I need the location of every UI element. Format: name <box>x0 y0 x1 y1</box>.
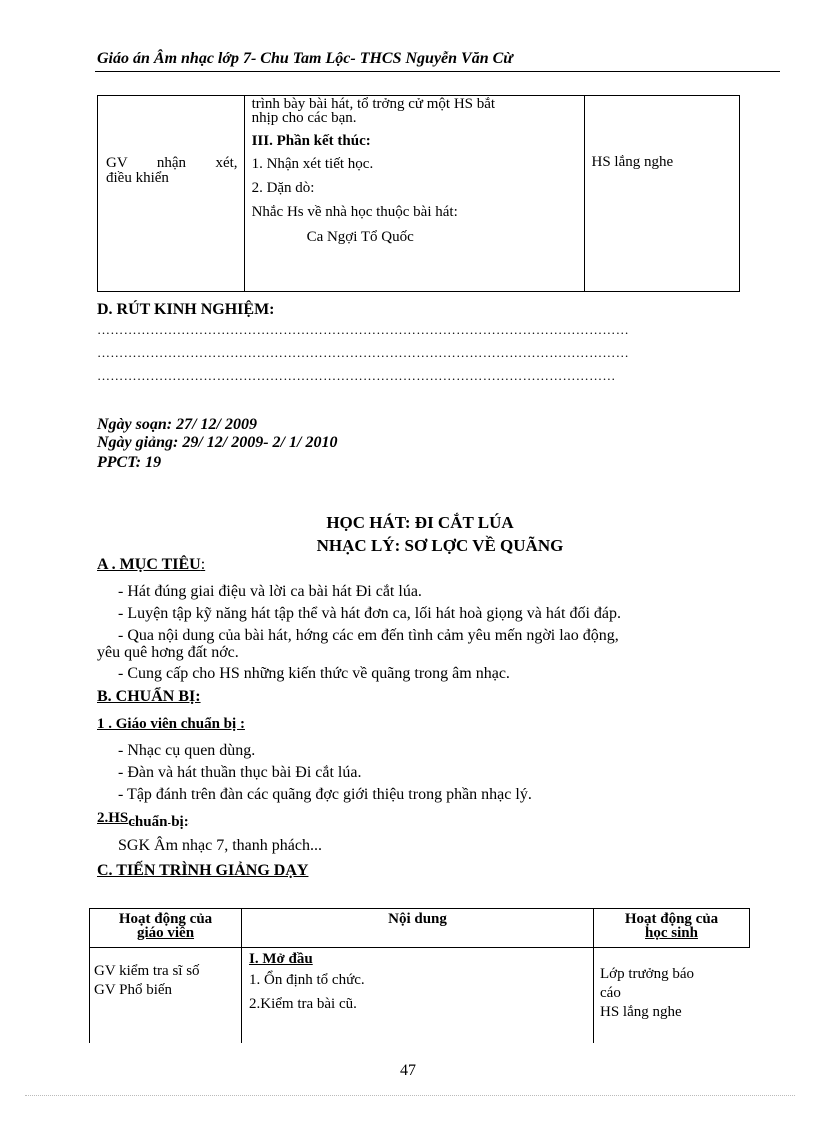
teacher-prep-item: - Tập đánh trên đàn các quãng đợc giới thiệu trong phần nhạc lý. <box>118 786 532 803</box>
section-b1-title: 1 . Giáo viên chuẩn bị : <box>97 716 245 732</box>
header-content <box>242 909 594 948</box>
teacher-activity-line: GV nhận xét, <box>106 155 238 171</box>
content-line: Nhắc Hs về nhà học thuộc bài hát: <box>251 204 458 220</box>
section-a-title <box>97 556 205 574</box>
teacher-activity-cell <box>98 96 245 292</box>
table-header-row <box>90 909 750 948</box>
teacher-activity-line: GV Phổ biến <box>94 982 173 998</box>
student-prep-item: SGK Âm nhạc 7, thanh phách... <box>118 837 322 854</box>
preparation-date <box>97 416 257 434</box>
content-cell <box>244 96 584 292</box>
lesson-title-2: NHẠC LÝ: SƠ LỢC VỀ QUÃNG <box>316 536 564 555</box>
objective-item: - Cung cấp cho HS những kiến thức về quãng trong âm nhạc. <box>118 665 510 682</box>
student-activity-line: cáo <box>600 985 621 1001</box>
ppct-label: PPCT: <box>97 454 142 471</box>
content-line: trình bày bài hát, tổ trởng cử một HS bắt <box>251 96 496 112</box>
section-a-colon: : <box>200 556 206 573</box>
objective-item: - Qua nội dung của bài hát, hớng các em đến tình cảm yêu mến ngời lao động, <box>118 627 619 644</box>
section-d-title: D. RÚT KINH NGHIỆM: <box>97 301 275 318</box>
student-activity-cell <box>584 96 740 292</box>
table-row <box>90 948 750 1044</box>
content-line: 1. Nhận xét tiết học. <box>251 156 374 172</box>
objective-item: - Luyện tập kỹ năng hát tập thể và hát đơn ca, lối hát hoà giọng và hát đối đáp. <box>118 605 621 622</box>
student-activity-text: HS lắng nghe <box>591 154 674 170</box>
content-heading: III. Phần kết thúc: <box>251 133 371 149</box>
date-label: Ngày giảng: <box>97 434 179 451</box>
section-b-title: B. CHUẨN BỊ: <box>97 688 201 705</box>
content-line: 2. Dặn dò: <box>251 180 315 196</box>
content-text <box>242 948 593 1016</box>
section-b2-number: 2.HS <box>97 810 129 826</box>
page-number: 47 <box>400 1062 416 1079</box>
song-title: Ca Ngợi Tổ Quốc <box>306 229 414 245</box>
dotted-line: ………………………………………………………………………………………………………… <box>97 322 629 337</box>
date-value: 29/ 12/ 2009- 2/ 1/ 2010 <box>182 434 338 451</box>
student-activity-text <box>594 948 750 1022</box>
header-text: Nội dung <box>388 911 447 927</box>
section-c-title: C. TIẾN TRÌNH GIẢNG DẠY <box>97 862 309 879</box>
header-text: học sinh <box>645 925 698 941</box>
dotted-line: ……………………………………………………………………………………………………… <box>97 368 616 383</box>
dotted-line: ………………………………………………………………………………………………………… <box>97 345 629 360</box>
teacher-activity-line: GV kiểm tra sĩ số <box>94 963 200 979</box>
student-activity-cell <box>594 948 750 1044</box>
student-activity-line: HS lắng nghe <box>600 1004 682 1020</box>
table-procedure <box>89 908 750 1043</box>
page-header: Giáo án Âm nhạc lớp 7- Chu Tam Lộc- THCS Nguyễn Văn Cừ <box>97 50 513 67</box>
lesson-title-1: HỌC HÁT: ĐI CẮT LÚA <box>326 513 514 532</box>
objective-item: yêu quê hơng đất nớc. <box>97 644 239 661</box>
content-text <box>245 98 584 246</box>
section-a-label: A . MỤC TIÊU <box>97 556 201 573</box>
table-closing <box>97 95 740 292</box>
page-bottom-rule <box>25 1095 795 1096</box>
objective-item: - Hát đúng giai điệu và lời ca bài hát Đi cắt lúa. <box>118 583 422 600</box>
content-line: nhịp cho các bạn. <box>251 110 357 126</box>
teacher-activity-text <box>98 96 244 186</box>
teacher-activity-text <box>90 948 241 1000</box>
date-value: 27/ 12/ 2009 <box>176 416 257 433</box>
ppct <box>97 454 161 472</box>
ppct-value: 19 <box>145 454 162 471</box>
student-activity-line: Lớp trưởng báo <box>600 966 694 982</box>
content-cell <box>242 948 594 1044</box>
date-label: Ngày soạn: <box>97 416 173 433</box>
header-student-activity <box>594 909 750 948</box>
header-text: giáo viên <box>136 925 195 941</box>
section-b2-label: chuẩn bị: <box>128 814 189 830</box>
header-teacher-activity <box>90 909 242 948</box>
teacher-activity-line: điều khiển <box>106 170 169 186</box>
teacher-prep-item: - Đàn và hát thuần thục bài Đi cắt lúa. <box>118 764 362 781</box>
header-text: Hoạt động của <box>118 911 213 927</box>
teacher-activity-cell <box>90 948 242 1044</box>
content-heading: I. Mở đầu <box>249 951 313 967</box>
header-rule <box>95 71 780 72</box>
content-line: 2.Kiểm tra bài cũ. <box>249 996 357 1012</box>
teacher-prep-item: - Nhạc cụ quen dùng. <box>118 742 256 759</box>
content-line: 1. Ổn định tổ chức. <box>249 972 365 988</box>
teaching-date <box>97 434 337 452</box>
section-b2-title <box>97 810 189 830</box>
table-row <box>98 96 740 292</box>
header-text: Hoạt động của <box>624 911 719 927</box>
